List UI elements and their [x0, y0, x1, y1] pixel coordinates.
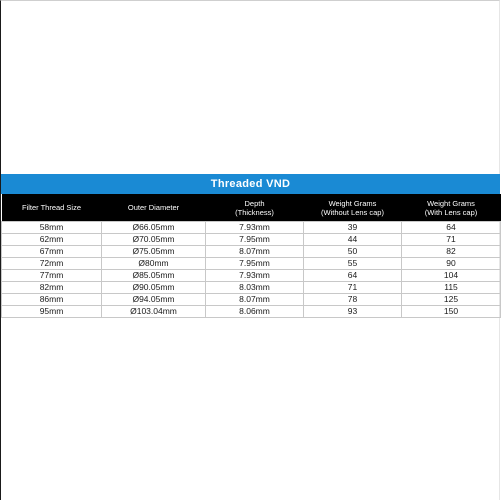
- filter-thread-size-cell: 95mm: [2, 306, 102, 318]
- weight-with-cap-cell: 82: [402, 246, 501, 258]
- weight-with-cap-cell: 115: [402, 282, 501, 294]
- weight-with-cap-cell: 150: [402, 306, 501, 318]
- filter-thread-size-cell: 82mm: [2, 282, 102, 294]
- weight-with-cap-cell: 104: [402, 270, 501, 282]
- table-title: Threaded VND: [1, 174, 500, 194]
- table-row: [2, 222, 501, 234]
- weight-with-cap-cell: 125: [402, 294, 501, 306]
- outer-diameter-cell: Ø90.05mm: [102, 282, 206, 294]
- table-row: [2, 294, 501, 306]
- outer-diameter-cell: Ø75.05mm: [102, 246, 206, 258]
- outer-diameter-cell: Ø103.04mm: [102, 306, 206, 318]
- table-body: [2, 222, 501, 318]
- depth-cell: 8.07mm: [206, 294, 304, 306]
- filter-thread-size-cell: 72mm: [2, 258, 102, 270]
- header-line: (Without Lens cap): [321, 207, 384, 217]
- filter-thread-size-cell: 62mm: [2, 234, 102, 246]
- depth-cell: 7.93mm: [206, 270, 304, 282]
- depth-cell: 7.95mm: [206, 234, 304, 246]
- outer-diameter-cell: Ø85.05mm: [102, 270, 206, 282]
- table-row: [2, 282, 501, 294]
- header-line: Outer Diameter: [127, 203, 180, 212]
- table-row: [2, 306, 501, 318]
- header-weight-without-cap: [304, 194, 402, 222]
- weight-without-cap-cell: 55: [304, 258, 402, 270]
- table-row: [2, 246, 501, 258]
- depth-cell: 8.07mm: [206, 246, 304, 258]
- header-line: Filter Thread Size: [21, 203, 82, 212]
- weight-with-cap-cell: 90: [402, 258, 501, 270]
- table-row: [2, 258, 501, 270]
- depth-cell: 8.03mm: [206, 282, 304, 294]
- weight-without-cap-cell: 93: [304, 306, 402, 318]
- table-header: [2, 194, 501, 222]
- spec-table-container: [1, 174, 500, 318]
- header-row: [2, 194, 501, 222]
- filter-thread-size-cell: 58mm: [2, 222, 102, 234]
- filter-thread-size-cell: 67mm: [2, 246, 102, 258]
- weight-without-cap-cell: 71: [304, 282, 402, 294]
- weight-without-cap-cell: 39: [304, 222, 402, 234]
- header-weight-with-cap: [402, 194, 501, 222]
- weight-without-cap-cell: 50: [304, 246, 402, 258]
- table-row: [2, 234, 501, 246]
- table-row: [2, 270, 501, 282]
- weight-with-cap-cell: 64: [402, 222, 501, 234]
- header-line: Weight Grams: [328, 198, 377, 208]
- header-depth: [206, 194, 304, 222]
- weight-without-cap-cell: 78: [304, 294, 402, 306]
- outer-diameter-cell: Ø70.05mm: [102, 234, 206, 246]
- header-line: (Thickness): [235, 207, 274, 217]
- header-line: Weight Grams: [427, 198, 475, 208]
- outer-diameter-cell: Ø80mm: [102, 258, 206, 270]
- header-outer-diameter: [102, 194, 206, 222]
- filter-thread-size-cell: 77mm: [2, 270, 102, 282]
- weight-without-cap-cell: 64: [304, 270, 402, 282]
- header-line: Depth: [244, 198, 265, 208]
- spec-table: [1, 194, 501, 318]
- header-filter-thread-size: [2, 194, 102, 222]
- weight-without-cap-cell: 44: [304, 234, 402, 246]
- outer-diameter-cell: Ø66.05mm: [102, 222, 206, 234]
- weight-with-cap-cell: 71: [402, 234, 501, 246]
- depth-cell: 7.93mm: [206, 222, 304, 234]
- header-line: (With Lens cap): [424, 207, 478, 217]
- filter-thread-size-cell: 86mm: [2, 294, 102, 306]
- outer-diameter-cell: Ø94.05mm: [102, 294, 206, 306]
- depth-cell: 8.06mm: [206, 306, 304, 318]
- depth-cell: 7.95mm: [206, 258, 304, 270]
